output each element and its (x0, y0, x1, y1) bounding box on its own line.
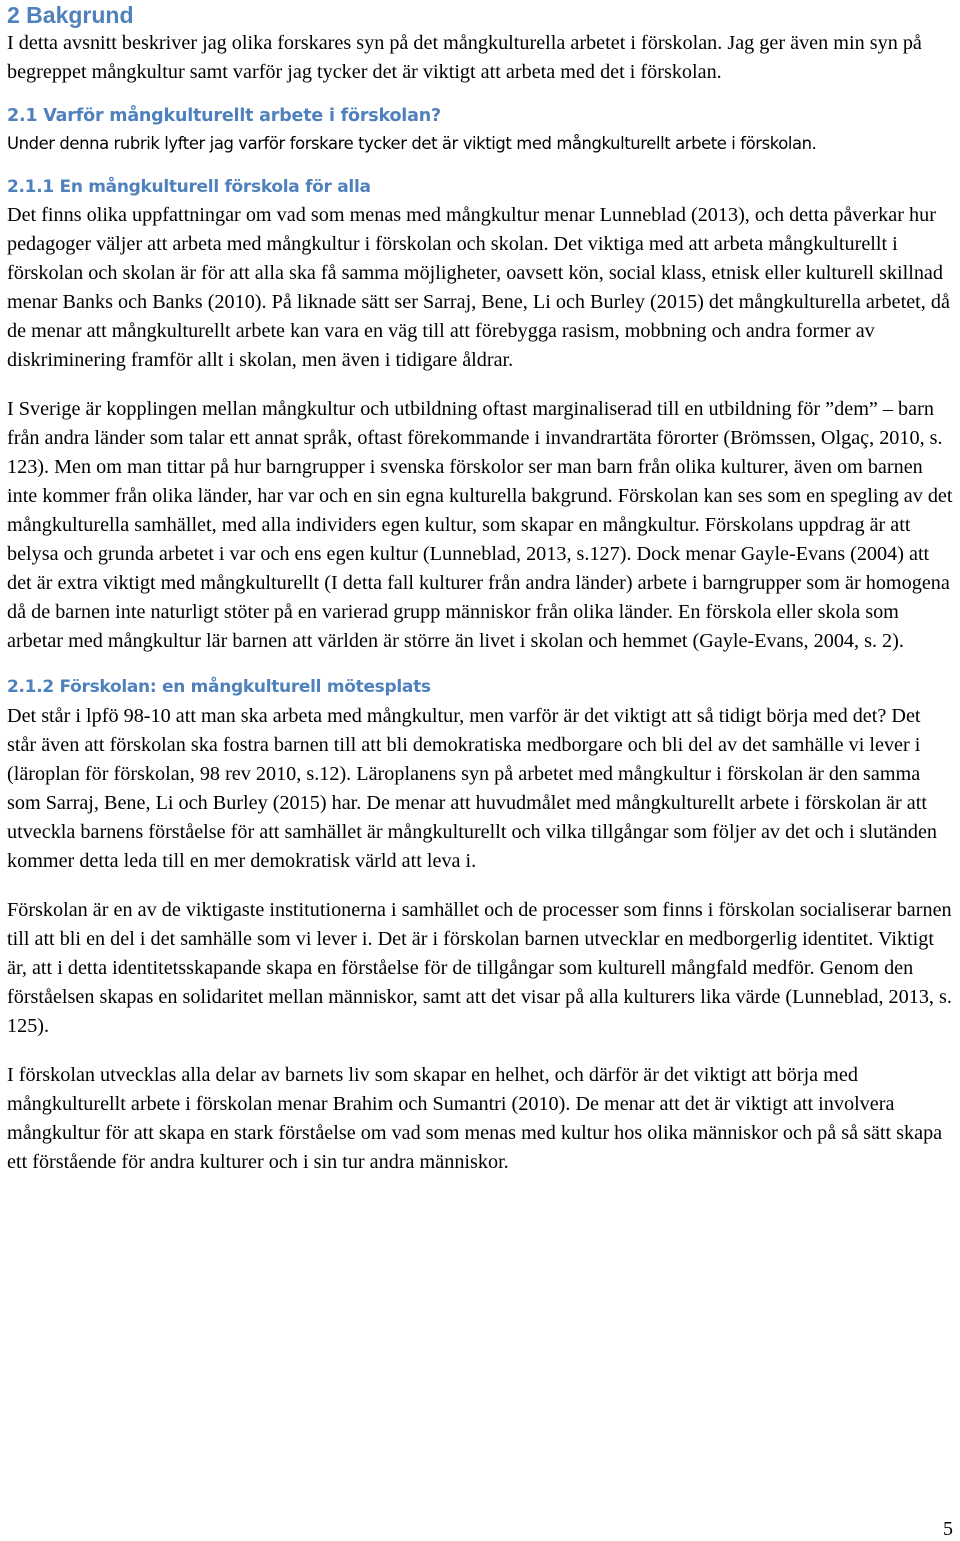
paragraph-2-1-1-b: I Sverige är kopplingen mellan mångkultur och utbildning oftast marginaliserad till en utbildning för ”dem” – barn från andra länder som talar ett annat språk, oftast förekommande i invandrartäta förorter (Brömssen, Olgaç, 2010, s. 123). Men om man tittar på hur barngrupper i svenska förskolor ser man barn från olika kulturer, även om barnen inte kommer från olika länder, har var och en sin egna kulturella bakgrund. Förskolan kan ses som en spegling av det mångkulturella samhället, med alla individers egen kultur, som skapar en mångkultur. Förskolans uppdrag är att belysa och grunda arbetet i var och ens egen kultur (Lunneblad, 2013, s.127). Dock menar Gayle-Evans (2004) att det är extra viktigt med mångkulturellt (I detta fall kulturer från andra länder) arbete i barngrupper som är homogena då de barnen inte naturligt stöter på en varierad grupp människor från olika länder. En förskola eller skola som arbetar med mångkultur lär barnen att världen är större än livet i skolan och hemmet (Gayle-Evans, 2004, s. 2). (7, 398, 953, 652)
paragraph-2-1: Under denna rubrik lyfter jag varför forskare tycker det är viktigt med mångkulturellt arbete i förskolan. (7, 134, 817, 153)
page-number: 5 (943, 1518, 953, 1540)
heading-2-1-2: 2.1.2 Förskolan: en mångkulturell mötesplats (7, 677, 431, 697)
intro-paragraph: I detta avsnitt beskriver jag olika forskares syn på det mångkulturella arbetet i förskolan. Jag ger även min syn på begreppet mångkultur samt varför jag tycker det är viktigt att arbeta med det i förskolan. (7, 32, 922, 83)
paragraph-2-1-1-a: Det finns olika uppfattningar om vad som menas med mångkultur menar Lunneblad (2013), och detta påverkar hur pedagoger väljer att arbeta med mångkultur i förskolan och skolan. Det viktiga med att arbeta mångkulturellt i förskolan och skolan är för att alla ska få samma möjligheter, oavsett kön, social klass, etnisk eller kulturell skillnad menar Banks och Banks (2010). På liknade sätt ser Sarraj, Bene, Li och Burley (2015) det mångkulturella arbetet, då de menar att mångkulturellt arbete kan vara en väg till att förebygga rasism, mobbning och andra former av diskriminering framför allt i skolan, men även i tidigare åldrar. (7, 204, 950, 371)
paragraph-2-1-2-a: Det står i lpfö 98-10 att man ska arbeta med mångkultur, men varför är det viktigt att så tidigt börja med det? Det står även att förskolan ska fostra barnen till att bli demokratiska medborgare och bli del av det samhälle vi lever i (läroplan för förskolan, 98 rev 2010, s.12). Läroplanens syn på arbetet med mångkultur i förskolan är den samma som Sarraj, Bene, Li och Burley (2015) har. De menar att huvudmålet med mångkulturellt arbete i förskolan är att utveckla barnens förståelse för att samhället är mångkulturellt och vilka tillgångar som följer av det och i slutänden kommer detta leda till en mer demokratisk värld att leva i. (7, 705, 938, 872)
heading-2-1-1: 2.1.1 En mångkulturell förskola för alla (7, 177, 371, 197)
heading-2-bakgrund: 2 Bakgrund (7, 2, 134, 28)
document-page (7, 0, 953, 1177)
heading-2-1: 2.1 Varför mångkulturellt arbete i förskolan? (7, 106, 441, 126)
paragraph-2-1-2-c: I förskolan utvecklas alla delar av barnets liv som skapar en helhet, och därför är det viktigt att börja med mångkulturellt arbete i förskolan menar Brahim och Sumantri (2010). De menar att det är viktigt att involvera mångkultur för att skapa en stark förståelse om vad som menas med kultur hos olika människor och på så sätt skapa ett förstående för andra kulturer och i sin tur andra människor. (7, 1064, 943, 1173)
paragraph-2-1-2-b: Förskolan är en av de viktigaste institutionerna i samhället och de processer som finns i förskolan socialiserar barnen till att bli en del i det samhälle som vi lever i. Det är i förskolan barnen utvecklar en medborgerlig identitet. Viktigt är, att i detta identitetsskapande skapa en förståelse för de tillgångar som kulturell mångfald medför. Genom den förståelsen skapas en solidaritet mellan människor, samt att det visar på alla kulturers lika värde (Lunneblad, 2013, s. 125). (7, 899, 952, 1037)
